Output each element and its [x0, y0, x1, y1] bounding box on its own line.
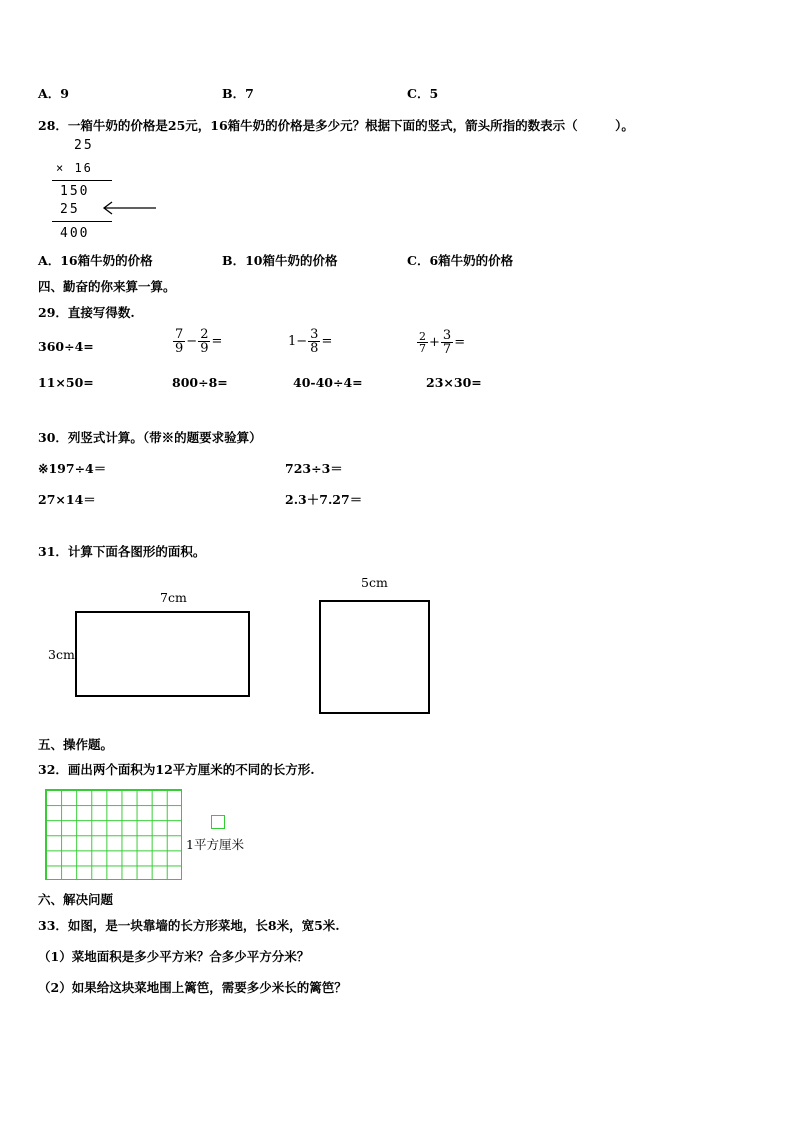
- fraction-denominator: 7: [442, 342, 452, 357]
- q28-option-c: C．6箱牛奶的价格: [407, 253, 514, 268]
- vertical-rule-2: [52, 221, 112, 222]
- section-5-title: 五、操作题。: [38, 737, 114, 752]
- q29-item-3: [288, 328, 332, 355]
- fraction-numerator: 3: [310, 327, 319, 342]
- vertical-multiplicand: 25: [74, 138, 94, 153]
- q29-item-7: 40-40÷4=: [293, 375, 363, 390]
- operator: −: [186, 334, 198, 349]
- q30-item-2: 723÷3＝: [285, 461, 343, 476]
- fraction-numerator: 2: [200, 327, 209, 342]
- q29-item-2: [172, 328, 222, 355]
- q29-item-5: 11×50=: [38, 375, 94, 390]
- vertical-product: 400: [60, 226, 90, 241]
- equals-sign: =: [321, 334, 333, 349]
- whole-number: 1−: [288, 334, 308, 349]
- section-6-title: 六、解决问题: [38, 892, 114, 907]
- vertical-multiplier: × 16: [56, 161, 93, 175]
- vertical-rule-1: [52, 180, 112, 181]
- q27-option-b: B．7: [222, 86, 254, 101]
- q28-question: 28．一箱牛奶的价格是25元，16箱牛奶的价格是多少元？根据下面的竖式，箭头所指的数表示（ ）。: [38, 118, 634, 133]
- q28-option-b: B．10箱牛奶的价格: [222, 253, 338, 268]
- fraction-numerator: 2: [419, 330, 426, 343]
- rectangle-figure: [75, 611, 250, 697]
- q30-item-4: 2.3＋7.27＝: [285, 492, 363, 507]
- q29-item-8: 23×30=: [426, 375, 482, 390]
- q31-question: 31．计算下面各图形的面积。: [38, 544, 206, 559]
- fraction-denominator: 8: [310, 341, 319, 356]
- unit-square-icon: [211, 815, 225, 829]
- equals-sign: =: [211, 334, 223, 349]
- unit-square-label: 1平方厘米: [186, 837, 244, 852]
- q33-question: 33．如图，是一块靠墙的长方形菜地，长8米，宽5米.: [38, 918, 340, 933]
- fraction-denominator: 9: [200, 341, 209, 356]
- vertical-partial-2: 25: [60, 202, 80, 217]
- q32-question: 32．画出两个面积为12平方厘米的不同的长方形.: [38, 762, 315, 777]
- fraction-denominator: 9: [175, 341, 184, 356]
- q29-item-4: [416, 329, 465, 356]
- fraction-numerator: 3: [442, 328, 452, 343]
- operator: +: [429, 335, 440, 350]
- q29-question: 29．直接写得数.: [38, 305, 135, 320]
- section-4-title: 四、勤奋的你来算一算。: [38, 279, 176, 294]
- q33-sub-2: （2）如果给这块菜地围上篱笆，需要多少米长的篱笆？: [38, 980, 347, 995]
- q28-option-a: A．16箱牛奶的价格: [38, 253, 153, 268]
- square-figure: [319, 600, 430, 714]
- rect-width-label: 7cm: [160, 590, 187, 605]
- q29-item-6: 800÷8=: [172, 375, 228, 390]
- vertical-partial-1: 150: [60, 184, 90, 199]
- q27-option-c: C．5: [407, 86, 439, 101]
- q30-item-1: ※197÷4＝: [38, 461, 107, 476]
- q27-option-a: A．9: [38, 86, 69, 101]
- q29-item-1: 360÷4=: [38, 339, 94, 354]
- fraction-denominator: 7: [419, 342, 426, 355]
- fraction-numerator: 7: [175, 327, 184, 342]
- arrow-left-icon: [100, 201, 158, 215]
- square-side-label: 5cm: [361, 575, 388, 590]
- rect-height-label: 3cm: [48, 647, 75, 662]
- square-grid[interactable]: [45, 789, 182, 880]
- q30-question: 30．列竖式计算。（带※的题要求验算）: [38, 430, 262, 445]
- q33-sub-1: （1）菜地面积是多少平方米？合多少平方分米？: [38, 949, 310, 964]
- equals-sign: =: [454, 335, 466, 350]
- q30-item-3: 27×14＝: [38, 492, 96, 507]
